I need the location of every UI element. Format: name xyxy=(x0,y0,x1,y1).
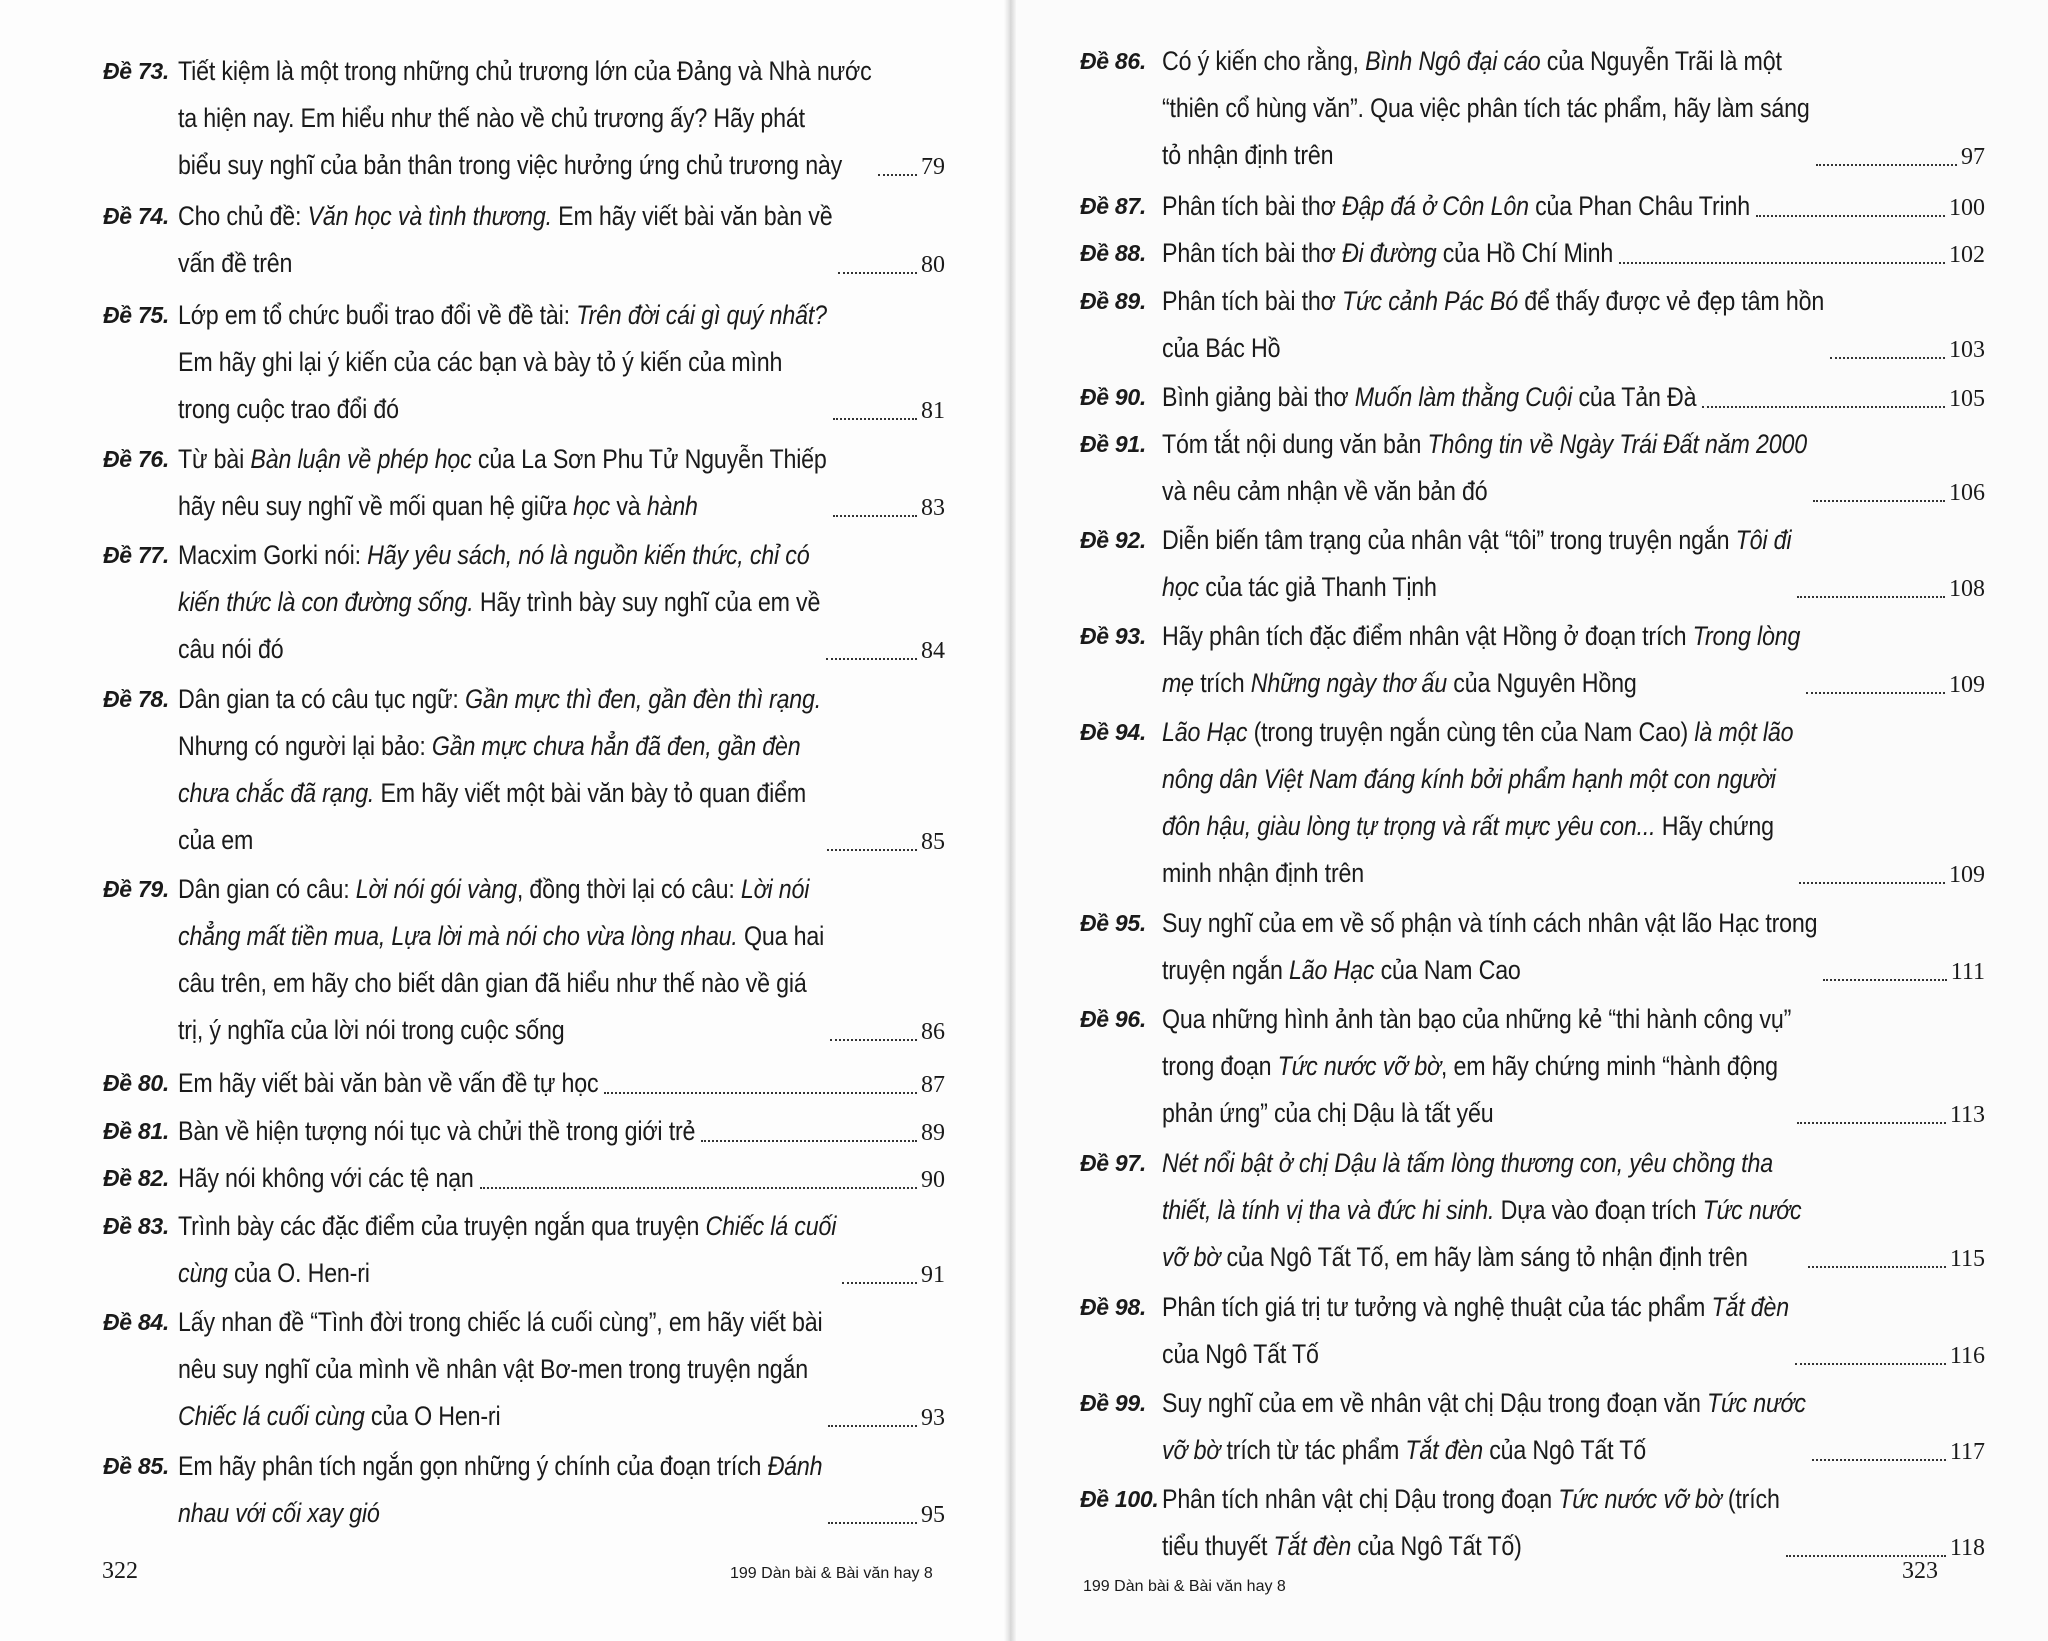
toc-entry-line: học của tác giả Thanh Tịnh xyxy=(1162,572,1437,602)
dot-leader xyxy=(1786,1555,1946,1557)
toc-entry-line: Phân tích giá trị tư tưởng và nghệ thuật của tác phẩm Tắt đèn xyxy=(1162,1292,1790,1322)
dot-leader xyxy=(827,849,917,851)
toc-entry-label: Đề 96. xyxy=(1080,1006,1146,1032)
toc-entry-line: Phân tích bài thơ Đi đường của Hồ Chí Minh xyxy=(1162,238,1614,268)
toc-entry xyxy=(1010,1476,2048,1570)
toc-entry-title xyxy=(1162,517,1791,611)
dot-leader xyxy=(1797,1122,1946,1124)
toc-entry-title xyxy=(1162,1476,1780,1570)
dot-leader xyxy=(826,658,917,660)
toc-entry-line: Hãy phân tích đặc điểm nhân vật Hồng ở đoạn trích Trong lòng xyxy=(1162,621,1801,651)
toc-entry-title xyxy=(1162,996,1791,1137)
toc-entry-line: của em xyxy=(178,825,254,855)
dot-leader xyxy=(1813,500,1945,502)
toc-entry xyxy=(1010,38,2048,179)
toc-entry-line: cùng của O. Hen-ri xyxy=(178,1258,370,1288)
toc-entry-line: Macxim Gorki nói: Hãy yêu sách, nó là nguồn kiến thức, chỉ có xyxy=(178,540,810,570)
toc-entry-title xyxy=(178,1203,836,1297)
toc-entry-page-number: 87 xyxy=(921,1072,945,1098)
dot-leader xyxy=(1830,357,1945,359)
toc-entry-title xyxy=(178,676,821,864)
toc-entry xyxy=(1010,709,2048,897)
toc-entry-line: Tóm tắt nội dung văn bản Thông tin về Ngày Trái Đất năm 2000 xyxy=(1162,429,1807,459)
toc-entry-line: chưa chắc đã rạng. Em hãy viết một bài văn bày tỏ quan điểm xyxy=(178,778,807,808)
toc-entry-line: Nét nổi bật ở chị Dậu là tấm lòng thương con, yêu chồng tha xyxy=(1162,1148,1773,1178)
toc-entry-page-number: 91 xyxy=(921,1262,945,1288)
toc-entry-line: Em hãy phân tích ngắn gọn những ý chính của đoạn trích Đánh xyxy=(178,1451,823,1481)
toc-entry-page-number: 97 xyxy=(1961,144,1985,170)
toc-entry-line: Phân tích bài thơ Đập đá ở Côn Lôn của Phan Châu Trinh xyxy=(1162,191,1750,221)
toc-entry-line: Suy nghĩ của em về số phận và tính cách nhân vật lão Hạc trong xyxy=(1162,908,1818,938)
toc-entry-title xyxy=(1162,421,1807,515)
toc-entry-line: Phân tích bài thơ Tức cảnh Pác Bó để thấy được vẻ đẹp tâm hồn xyxy=(1162,286,1825,316)
toc-entry-title xyxy=(178,1443,822,1537)
toc-entry-line: ta hiện nay. Em hiểu như thế nào về chủ trương ấy? Hãy phát xyxy=(178,103,805,133)
toc-entry-label: Đề 98. xyxy=(1080,1294,1146,1320)
dot-leader xyxy=(1797,596,1945,598)
toc-entry-line: hãy nêu suy nghĩ về mối quan hệ giữa học và hành xyxy=(178,491,698,521)
toc-entry-line: thiết, là tính vị tha và đức hi sinh. Dựa vào đoạn trích Tức nước xyxy=(1162,1195,1802,1225)
dot-leader xyxy=(828,1425,917,1427)
toc-entry-title xyxy=(1162,1284,1789,1378)
toc-entry-line: Hãy nói không với các tệ nạn xyxy=(178,1163,474,1193)
toc-entry xyxy=(1010,613,2048,707)
dot-leader xyxy=(1812,1459,1946,1461)
toc-entry-line: Lão Hạc (trong truyện ngắn cùng tên của Nam Cao) là một lão xyxy=(1162,717,1794,747)
toc-entry-page-number: 105 xyxy=(1949,386,1985,412)
dot-leader xyxy=(828,1522,917,1524)
toc-entry-title xyxy=(1162,1140,1802,1281)
toc-entry-label: Đề 80. xyxy=(103,1070,169,1096)
toc-entry-page-number: 90 xyxy=(921,1167,945,1193)
toc-entry-label: Đề 77. xyxy=(103,542,169,568)
book-title-footer: 199 Dàn bài & Bài văn hay 8 xyxy=(730,1565,933,1582)
toc-entry-page-number: 117 xyxy=(1949,1439,1985,1465)
toc-entry xyxy=(1010,900,2048,994)
dot-leader xyxy=(1702,406,1945,408)
toc-entry-label: Đề 99. xyxy=(1080,1390,1146,1416)
toc-entry-line: Dân gian có câu: Lời nói gói vàng, đồng thời lại có câu: Lời nói xyxy=(178,874,810,904)
toc-entry-line: Lấy nhan đề “Tình đời trong chiếc lá cuối cùng”, em hãy viết bài xyxy=(178,1307,823,1337)
toc-entry-line: chẳng mất tiền mua, Lựa lời mà nói cho vừa lòng nhau. Qua hai xyxy=(178,921,825,951)
toc-entry-label: Đề 90. xyxy=(1080,384,1146,410)
toc-entry-line: Cho chủ đề: Văn học và tình thương. Em hãy viết bài văn bàn về xyxy=(178,201,833,231)
toc-entry-label: Đề 94. xyxy=(1080,719,1146,745)
toc-entry-page-number: 108 xyxy=(1949,576,1985,602)
toc-entry-title xyxy=(1162,278,1824,372)
toc-entry xyxy=(1010,1140,2048,1281)
toc-entry-title xyxy=(1162,183,1750,230)
toc-entry-line: Tiết kiệm là một trong những chủ trương lớn của Đảng và Nhà nước xyxy=(178,56,872,86)
toc-entry xyxy=(0,532,1010,673)
toc-entry xyxy=(0,436,1010,530)
toc-entry-page-number: 115 xyxy=(1949,1246,1985,1272)
toc-entry-line: biểu suy nghĩ của bản thân trong việc hưởng ứng chủ trương này xyxy=(178,150,843,180)
toc-entry-label: Đề 74. xyxy=(103,203,169,229)
toc-entry-label: Đề 85. xyxy=(103,1453,169,1479)
toc-entry-page-number: 81 xyxy=(921,398,945,424)
toc-entry-label: Đề 78. xyxy=(103,686,169,712)
toc-entry-label: Đề 97. xyxy=(1080,1150,1146,1176)
toc-entry-label: Đề 88. xyxy=(1080,240,1146,266)
dot-leader xyxy=(701,1140,917,1142)
toc-entry-title xyxy=(178,193,832,287)
dot-leader xyxy=(833,515,917,517)
toc-entry-title xyxy=(178,1060,598,1107)
toc-entry xyxy=(0,1155,1010,1202)
toc-entry-page-number: 103 xyxy=(1949,337,1985,363)
toc-entry-page-number: 86 xyxy=(921,1019,945,1045)
toc-entry-label: Đề 76. xyxy=(103,446,169,472)
toc-entry-line: kiến thức là con đường sống. Hãy trình bày suy nghĩ của em về xyxy=(178,587,821,617)
toc-entry-title xyxy=(178,1108,695,1155)
toc-entry-title xyxy=(1162,900,1817,994)
book-gutter xyxy=(1004,0,1016,1641)
toc-entry-title xyxy=(178,532,820,673)
toc-entry-title xyxy=(1162,1380,1806,1474)
toc-entry-line: nông dân Việt Nam đáng kính bởi phẩm hạnh một con người xyxy=(1162,764,1776,794)
toc-entry-line: truyện ngắn Lão Hạc của Nam Cao xyxy=(1162,955,1521,985)
dot-leader xyxy=(878,174,917,176)
dot-leader xyxy=(1823,979,1946,981)
toc-entry-line: “thiên cổ hùng văn”. Qua việc phân tích tác phẩm, hãy làm sáng xyxy=(1162,93,1810,123)
toc-entry-line: minh nhận định trên xyxy=(1162,858,1364,888)
toc-entry-line: trong cuộc trao đổi đó xyxy=(178,394,399,424)
toc-entry-line: phản ứng” của chị Dậu là tất yếu xyxy=(1162,1098,1494,1128)
dot-leader xyxy=(480,1187,917,1189)
toc-entry-line: Trình bày các đặc điểm của truyện ngắn qua truyện Chiếc lá cuối xyxy=(178,1211,837,1241)
toc-entry xyxy=(0,1299,1010,1440)
toc-entry-line: Suy nghĩ của em về nhân vật chị Dậu trong đoạn văn Tức nước xyxy=(1162,1388,1806,1418)
toc-entry xyxy=(1010,374,2048,421)
toc-entry-line: câu nói đó xyxy=(178,634,284,664)
toc-entry-page-number: 89 xyxy=(921,1120,945,1146)
toc-entry-label: Đề 73. xyxy=(103,58,169,84)
left-page xyxy=(0,0,1010,1641)
toc-entry-label: Đề 86. xyxy=(1080,48,1146,74)
toc-entry xyxy=(1010,278,2048,372)
toc-entry xyxy=(1010,183,2048,230)
toc-entry-label: Đề 79. xyxy=(103,876,169,902)
dot-leader xyxy=(1756,215,1945,217)
toc-entry-page-number: 95 xyxy=(921,1502,945,1528)
toc-entry-line: vỡ bờ trích từ tác phẩm Tắt đèn của Ngô Tất Tố xyxy=(1162,1435,1647,1465)
toc-entry-label: Đề 93. xyxy=(1080,623,1146,649)
dot-leader xyxy=(1806,692,1945,694)
toc-entry-page-number: 116 xyxy=(1949,1343,1985,1369)
dot-leader xyxy=(1808,1266,1946,1268)
toc-entry-page-number: 111 xyxy=(1950,959,1985,985)
toc-entry-label: Đề 83. xyxy=(103,1213,169,1239)
toc-entry xyxy=(1010,1284,2048,1378)
toc-entry-line: Diễn biến tâm trạng của nhân vật “tôi” trong truyện ngắn Tôi đi xyxy=(1162,525,1792,555)
dot-leader xyxy=(1795,1363,1946,1365)
toc-entry xyxy=(0,676,1010,864)
dot-leader xyxy=(830,1039,917,1041)
dot-leader xyxy=(842,1282,917,1284)
toc-entry xyxy=(0,1203,1010,1297)
toc-entry-page-number: 109 xyxy=(1949,862,1985,888)
toc-entry-label: Đề 82. xyxy=(103,1165,169,1191)
toc-entry-label: Đề 81. xyxy=(103,1118,169,1144)
toc-entry-line: Có ý kiến cho rằng, Bình Ngô đại cáo của Nguyễn Trãi là một xyxy=(1162,46,1782,76)
toc-entry-title xyxy=(178,1155,474,1202)
toc-entry-label: Đề 75. xyxy=(103,302,169,328)
toc-entry-title xyxy=(178,866,824,1054)
toc-entry-page-number: 102 xyxy=(1949,242,1985,268)
toc-entry-line: Lớp em tổ chức buổi trao đổi về đề tài: Trên đời cái gì quý nhất? xyxy=(178,300,827,330)
book-title-footer: 199 Dàn bài & Bài văn hay 8 xyxy=(1083,1578,1286,1595)
toc-entry xyxy=(0,193,1010,287)
toc-entry xyxy=(0,48,1010,189)
toc-entry-title xyxy=(178,292,827,433)
dot-leader xyxy=(838,272,917,274)
toc-entry xyxy=(1010,230,2048,277)
toc-entry-line: Chiếc lá cuối cùng của O Hen-ri xyxy=(178,1401,501,1431)
toc-entry-page-number: 85 xyxy=(921,829,945,855)
toc-entry-label: Đề 84. xyxy=(103,1309,169,1335)
toc-entry-line: đôn hậu, giàu lòng tự trọng và rất mực yêu con... Hãy chứng xyxy=(1162,811,1774,841)
toc-entry xyxy=(0,1443,1010,1537)
toc-entry-line: mẹ trích Những ngày thơ ấu của Nguyên Hồng xyxy=(1162,668,1637,698)
toc-entry xyxy=(0,1060,1010,1107)
toc-entry-page-number: 113 xyxy=(1949,1102,1985,1128)
toc-entry-line: trị, ý nghĩa của lời nói trong cuộc sống xyxy=(178,1015,565,1045)
toc-entry-page-number: 106 xyxy=(1949,480,1985,506)
toc-entry-title xyxy=(178,48,872,189)
dot-leader xyxy=(604,1092,917,1094)
dot-leader xyxy=(1799,882,1945,884)
toc-entry-label: Đề 89. xyxy=(1080,288,1146,314)
toc-entry-line: Phân tích nhân vật chị Dậu trong đoạn Tức nước vỡ bờ (trích xyxy=(1162,1484,1780,1514)
toc-entry-title xyxy=(1162,613,1800,707)
toc-entry-page-number: 100 xyxy=(1949,195,1985,221)
toc-entry xyxy=(1010,421,2048,515)
toc-entry xyxy=(0,866,1010,1054)
toc-entry-label: Đề 100. xyxy=(1080,1486,1159,1512)
toc-entry-title xyxy=(1162,374,1696,421)
toc-entry-line: tỏ nhận định trên xyxy=(1162,140,1334,170)
toc-entry xyxy=(1010,1380,2048,1474)
right-page xyxy=(1010,0,2048,1641)
toc-entry-label: Đề 92. xyxy=(1080,527,1146,553)
toc-entry-line: Nhưng có người lại bảo: Gần mực chưa hẳn đã đen, gần đèn xyxy=(178,731,801,761)
toc-entry-title xyxy=(1162,709,1793,897)
toc-entry xyxy=(1010,996,2048,1137)
toc-entry-line: vấn đề trên xyxy=(178,248,293,278)
dot-leader xyxy=(833,418,917,420)
toc-entry-title xyxy=(178,1299,822,1440)
toc-entry-title xyxy=(178,436,827,530)
toc-entry-label: Đề 87. xyxy=(1080,193,1146,219)
toc-entry-line: và nêu cảm nhận về văn bản đó xyxy=(1162,476,1488,506)
dot-leader xyxy=(1619,262,1945,264)
toc-entry-page-number: 83 xyxy=(921,495,945,521)
toc-entry-line: vỡ bờ của Ngô Tất Tố, em hãy làm sáng tỏ nhận định trên xyxy=(1162,1242,1748,1272)
toc-entry-line: câu trên, em hãy cho biết dân gian đã hiểu như thế nào về giá xyxy=(178,968,807,998)
toc-entry-line: Em hãy viết bài văn bàn về vấn đề tự học xyxy=(178,1068,599,1098)
toc-entry-line: Bình giảng bài thơ Muốn làm thằng Cuội của Tản Đà xyxy=(1162,382,1697,412)
dot-leader xyxy=(1816,164,1957,166)
toc-entry xyxy=(0,292,1010,433)
toc-entry xyxy=(1010,517,2048,611)
page-number: 322 xyxy=(102,1558,138,1584)
toc-entry-line: Qua những hình ảnh tàn bạo của những kẻ “thi hành công vụ” xyxy=(1162,1004,1792,1034)
toc-entry-label: Đề 91. xyxy=(1080,431,1146,457)
toc-entry-line: trong đoạn Tức nước vỡ bờ, em hãy chứng minh “hành động xyxy=(1162,1051,1778,1081)
page-number: 323 xyxy=(1902,1558,1938,1584)
toc-entry-line: Bàn về hiện tượng nói tục và chửi thề trong giới trẻ xyxy=(178,1116,696,1146)
toc-entry-line: của Bác Hồ xyxy=(1162,333,1281,363)
toc-entry-title xyxy=(1162,230,1613,277)
toc-entry-page-number: 84 xyxy=(921,638,945,664)
toc-entry-line: nêu suy nghĩ của mình về nhân vật Bơ-men trong truyện ngắn xyxy=(178,1354,809,1384)
toc-entry-page-number: 118 xyxy=(1949,1535,1985,1561)
toc-entry-line: Từ bài Bàn luận về phép học của La Sơn Phu Tử Nguyễn Thiếp xyxy=(178,444,827,474)
toc-entry-page-number: 109 xyxy=(1949,672,1985,698)
toc-entry-title xyxy=(1162,38,1810,179)
toc-entry-line: của Ngô Tất Tố xyxy=(1162,1339,1319,1369)
toc-entry-page-number: 80 xyxy=(921,252,945,278)
toc-entry-line: Em hãy ghi lại ý kiến của các bạn và bày tỏ ý kiến của mình xyxy=(178,347,783,377)
toc-entry-line: nhau với cối xay gió xyxy=(178,1498,380,1528)
toc-entry-line: Dân gian ta có câu tục ngữ: Gần mực thì đen, gần đèn thì rạng. xyxy=(178,684,822,714)
toc-entry-line: tiểu thuyết Tắt đèn của Ngô Tất Tố) xyxy=(1162,1531,1522,1561)
toc-entry-page-number: 93 xyxy=(921,1405,945,1431)
toc-entry-label: Đề 95. xyxy=(1080,910,1146,936)
toc-entry-page-number: 79 xyxy=(921,154,945,180)
toc-entry xyxy=(0,1108,1010,1155)
